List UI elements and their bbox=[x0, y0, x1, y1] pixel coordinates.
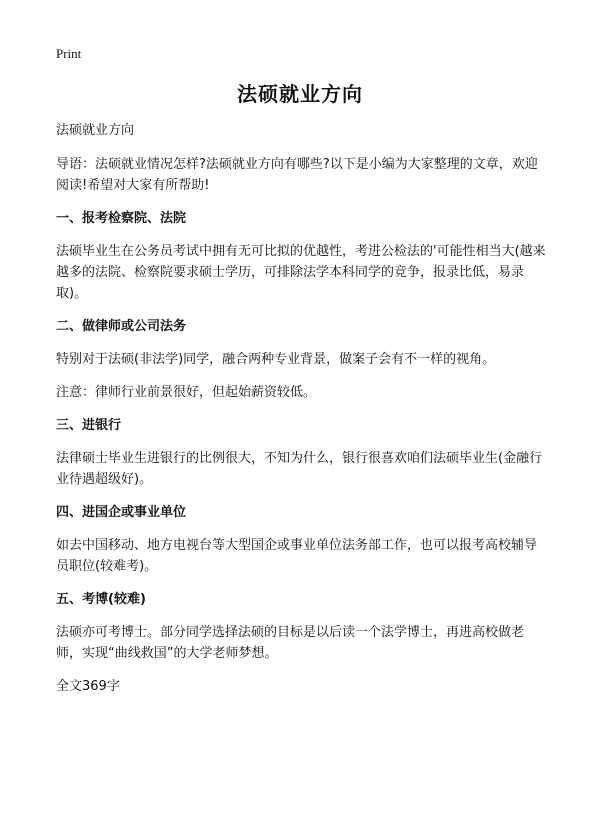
page-title: 法硕就业方向 bbox=[237, 82, 363, 106]
print-label: Print bbox=[56, 46, 82, 61]
section-heading-2: 二、做律师或公司法务 bbox=[56, 319, 187, 334]
section-4-paragraph-1: 如去中国移动、地方电视台等大型国企或事业单位法务部工作，也可以报考高校辅导员职位(较难考)。 bbox=[56, 538, 538, 574]
section-5-paragraph-1: 法硕亦可考博士。部分同学选择法硕的目标是以后读一个法学博士，再进高校做老师，实现“曲线救国”的大学老师梦想。 bbox=[56, 625, 525, 661]
section-heading-3: 三、进银行 bbox=[56, 418, 122, 433]
document-body bbox=[56, 120, 548, 709]
section-heading-4: 四、进国企或事业单位 bbox=[56, 505, 187, 520]
section-heading-1: 一、报考检察院、法院 bbox=[56, 211, 187, 226]
section-1-paragraph-1: 法硕毕业生在公务员考试中拥有无可比拟的优越性，考进公检法的'可能性相当大(越来越多的法院、检察院要求硕士学历，可排除法学本科同学的竞争，报录比低，易录取)。 bbox=[56, 244, 546, 301]
intro-paragraph: 导语：法硕就业情况怎样?法硕就业方向有哪些?以下是小编为大家整理的文章，欢迎阅读!希望对大家有所帮助! bbox=[56, 157, 538, 193]
section-heading-5: 五、考博(较难) bbox=[56, 592, 146, 607]
word-count: 全文369字 bbox=[56, 679, 120, 694]
document-subtitle: 法硕就业方向 bbox=[56, 123, 135, 138]
section-2-paragraph-1: 特别对于法硕(非法学)同学，融合两种专业背景，做案子会有不一样的视角。 bbox=[56, 352, 496, 367]
section-3-paragraph-1: 法律硕士毕业生进银行的比例很大，不知为什么，银行很喜欢咱们法硕毕业生(金融行业待遇超级好)。 bbox=[56, 451, 543, 487]
section-2-paragraph-2: 注意：律师行业前景很好，但起始薪资较低。 bbox=[56, 385, 317, 400]
